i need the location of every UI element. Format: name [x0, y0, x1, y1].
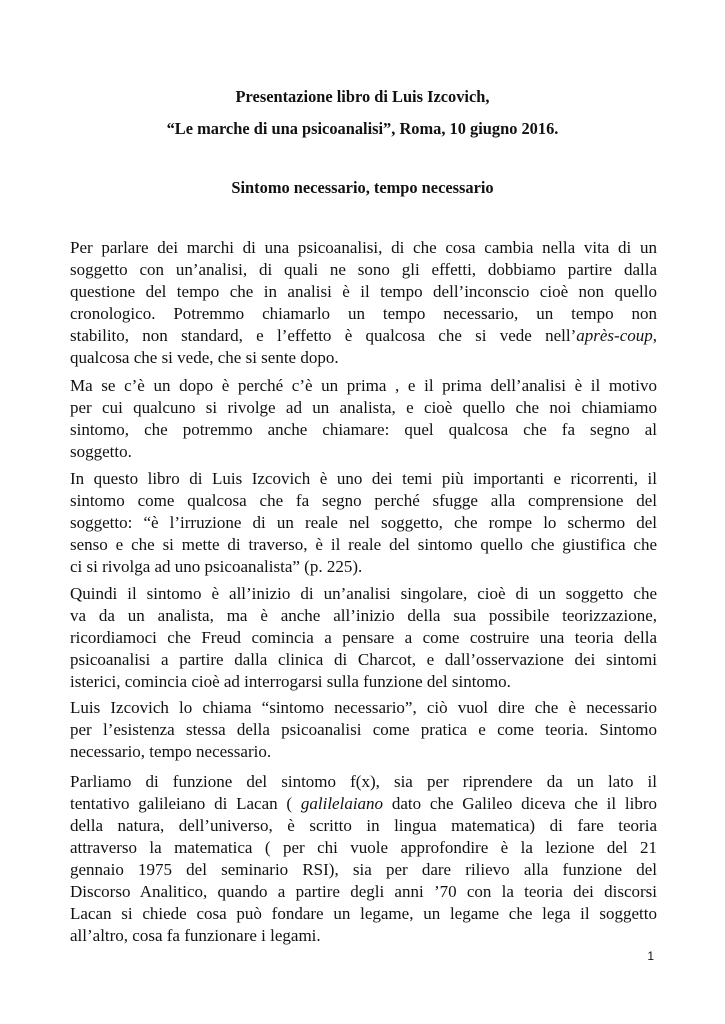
text-line: [70, 793, 657, 815]
text-segment: ricordiamoci che Freud comincia a pensare a come costruire una teoria della: [70, 628, 657, 647]
text-line: [70, 512, 657, 534]
page-number: 1: [647, 949, 654, 963]
text-line: [70, 627, 657, 649]
text-line: [70, 534, 657, 556]
paragraph: [70, 771, 657, 947]
text-line: [70, 925, 657, 947]
text-segment: soggetto: “è l’irruzione di un reale nel soggetto, che rompe lo schermo del: [70, 513, 657, 532]
text-line: [70, 347, 657, 369]
text-segment: per cui qualcuno si rivolge ad un analista, e cioè quello che noi chiamiamo: [70, 398, 657, 417]
text-line: [70, 237, 657, 259]
text-segment: Luis Izcovich lo chiama “sintomo necessario”, ciò vuol dire che è necessario: [70, 698, 657, 717]
text-segment: senso e che si mette di traverso, è il reale del sintomo quello che giustifica che: [70, 535, 657, 554]
paragraph: [70, 583, 657, 693]
paragraph: [70, 697, 657, 763]
text-line: [70, 671, 657, 693]
paragraph: [70, 468, 657, 578]
text-segment: tentativo galileiano di Lacan (: [70, 794, 301, 813]
italic-text: après-coup: [576, 326, 653, 345]
text-segment: soggetto.: [70, 442, 132, 461]
text-segment: sintomo, che potremmo anche chiamare: quel qualcosa che fa segno al: [70, 420, 657, 439]
text-line: [70, 719, 657, 741]
text-line: [70, 259, 657, 281]
text-line: [70, 397, 657, 419]
text-segment: stabilito, non standard, e l’effetto è qualcosa che si vede nell’: [70, 326, 577, 345]
text-segment: Ma se c’è un dopo è perché c’è un prima , e il prima dell’analisi è il motivo: [70, 376, 657, 395]
text-segment: Parliamo di funzione del sintomo f(x), sia per riprendere da un lato il: [70, 772, 657, 791]
italic-text: galilelaiano: [300, 794, 384, 813]
text-segment: per l’esistenza stessa della psicoanalisi come pratica e come teoria. Sintomo: [70, 720, 657, 739]
text-line: [70, 741, 657, 763]
text-segment: cronologico. Potremmo chiamarlo un tempo necessario, un tempo non: [70, 304, 657, 323]
text-line: [70, 325, 657, 347]
text-line: [70, 815, 657, 837]
text-segment: all’altro, cosa fa funzionare i legami.: [70, 926, 321, 945]
text-line: [70, 771, 657, 793]
text-line: [70, 881, 657, 903]
text-segment: gennaio 1975 del seminario RSI), sia per dare rilievo alla funzione del: [70, 860, 657, 879]
paragraph: [70, 375, 657, 463]
text-segment: dato che Galileo diceva che il libro: [383, 794, 658, 813]
text-segment: Discorso Analitico, quando a partire degli anni ’70 con la teoria dei discorsi: [70, 882, 657, 901]
text-segment: soggetto con un’analisi, di quali ne sono gli effetti, dobbiamo partire dalla: [70, 260, 657, 279]
text-line: [70, 281, 657, 303]
document-subtitle: Sintomo necessario, tempo necessario: [231, 178, 494, 197]
text-segment: Lacan si chiede cosa può fondare un legame, un legame che lega il soggetto: [70, 904, 657, 923]
text-line: [70, 556, 657, 578]
text-segment: Quindi il sintomo è all’inizio di un’analisi singolare, cioè di un soggetto che: [70, 584, 657, 603]
text-segment: qualcosa che si vede, che si sente dopo.: [70, 348, 339, 367]
text-segment: necessario, tempo necessario.: [70, 742, 272, 761]
text-segment: attraverso la matematica ( per chi vuole approfondire è la lezione del 21: [70, 838, 657, 857]
document-title-line-1: Presentazione libro di Luis Izcovich,: [235, 87, 490, 106]
text-line: [70, 605, 657, 627]
text-line: [70, 649, 657, 671]
document-title-line-2: “Le marche di una psicoanalisi”, Roma, 10 giugno 2016.: [166, 119, 559, 138]
text-segment: va da un analista, ma è anche all’inizio della sua possibile teorizzazione,: [70, 606, 657, 625]
text-line: [70, 697, 657, 719]
text-line: [70, 468, 657, 490]
text-segment: questione del tempo che in analisi è il tempo dell’inconscio cioè non quello: [70, 282, 657, 301]
text-line: [70, 583, 657, 605]
paragraph: [70, 237, 657, 369]
text-segment: Per parlare dei marchi di una psicoanalisi, di che cosa cambia nella vita di un: [70, 238, 657, 257]
text-segment: In questo libro di Luis Izcovich è uno dei temi più importanti e ricorrenti, il: [70, 469, 657, 488]
text-segment: psicoanalisi a partire dalla clinica di Charcot, e dall’osservazione dei sintomi: [70, 650, 657, 669]
text-line: [70, 837, 657, 859]
text-segment: isterici, comincia cioè ad interrogarsi sulla funzione del sintomo.: [70, 672, 511, 691]
text-line: [70, 375, 657, 397]
text-line: [70, 490, 657, 512]
text-line: [70, 859, 657, 881]
text-line: [70, 903, 657, 925]
text-line: [70, 303, 657, 325]
text-line: [70, 419, 657, 441]
text-segment: ,: [652, 326, 657, 345]
text-segment: sintomo come qualcosa che fa segno perché sfugge alla comprensione del: [70, 491, 657, 510]
text-line: [70, 441, 657, 463]
text-segment: ci si rivolga ad uno psicoanalista” (p. 225).: [70, 557, 363, 576]
text-segment: della natura, dell’universo, è scritto in lingua matematica) di fare teoria: [70, 816, 657, 835]
